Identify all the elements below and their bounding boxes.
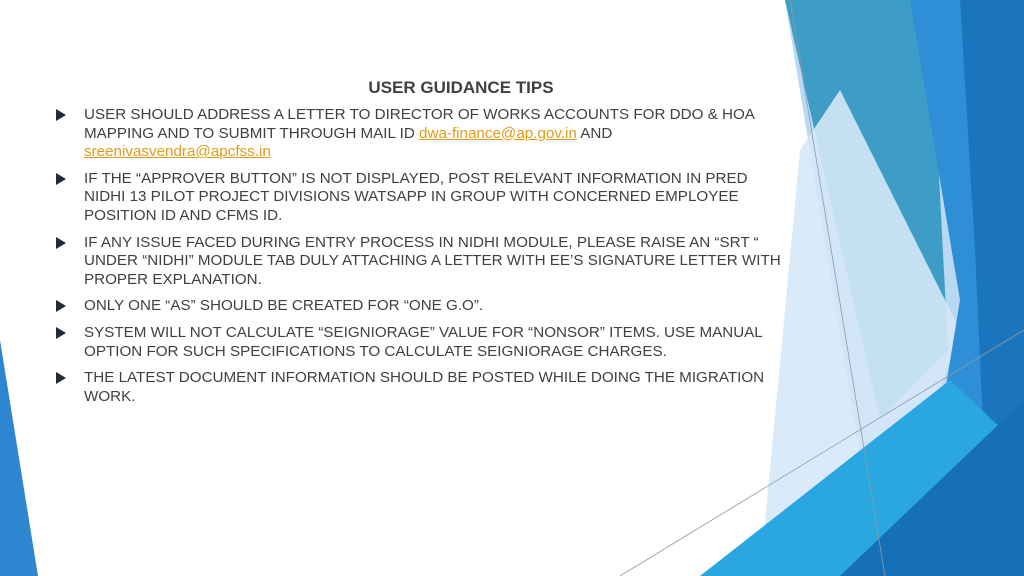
left-accent-shape [0,340,38,576]
email-link-sreenivasvendra[interactable]: sreenivasvendra@apcfss.in [84,143,271,161]
slide-content [56,76,786,414]
bullet-3-text: IF ANY ISSUE FACED DURING ENTRY PROCESS IN NIDHI MODULE, PLEASE RAISE AN “SRT “ UNDER “NIDHI” MODULE TAB DULY ATTACHING A LETTER WITH EE’S SIGNATURE LETTER WITH PROPER EXPLANATION. [84,233,781,288]
bullet-item-1 [56,106,786,162]
bullet-4-text: ONLY ONE “AS” SHOULD BE CREATED FOR “ONE G.O”. [84,297,484,315]
email-link-dwa-finance[interactable]: dwa-finance@ap.gov.in [419,124,577,142]
triangle-bullet-icon [56,327,66,339]
bullet-item-4 [56,297,786,316]
triangle-bullet-icon [56,237,66,249]
triangle-bullet-icon [56,372,66,384]
bullet-list [56,106,786,406]
bullet-1-text-between: AND [576,124,613,142]
triangle-bullet-icon [56,109,66,121]
bullet-5-text: SYSTEM WILL NOT CALCULATE “SEIGNIORAGE” VALUE FOR “NONSOR” ITEMS. USE MANUAL OPTION FOR SUCH SPECIFICATIONS TO CALCULATE SEIGNIORAGE CHARGES. [84,323,763,360]
bullet-item-5 [56,324,786,361]
bullet-item-6 [56,369,786,406]
bullet-6-text: THE LATEST DOCUMENT INFORMATION SHOULD BE POSTED WHILE DOING THE MIGRATION WORK. [84,369,765,405]
triangle-bullet-icon [56,300,66,312]
bullet-1-text-before: USER SHOULD ADDRESS A LETTER TO DIRECTOR OF WORKS ACCOUNTS FOR DDO & HOA MAPPING AND TO SUBMIT THROUGH MAIL ID [84,106,755,142]
triangle-bullet-icon [56,173,66,185]
bullet-item-2 [56,170,786,226]
bullet-2-text: IF THE “APPROVER BUTTON” IS NOT DISPLAYED, POST RELEVANT INFORMATION IN PRED NIDHI 13 PILOT PROJECT DIVISIONS WATSAPP IN GROUP WITH CONCERNED EMPLOYEE POSITION ID AND CFMS ID. [84,169,748,224]
slide-title: USER GUIDANCE TIPS [368,78,554,97]
bullet-item-3 [56,234,786,290]
